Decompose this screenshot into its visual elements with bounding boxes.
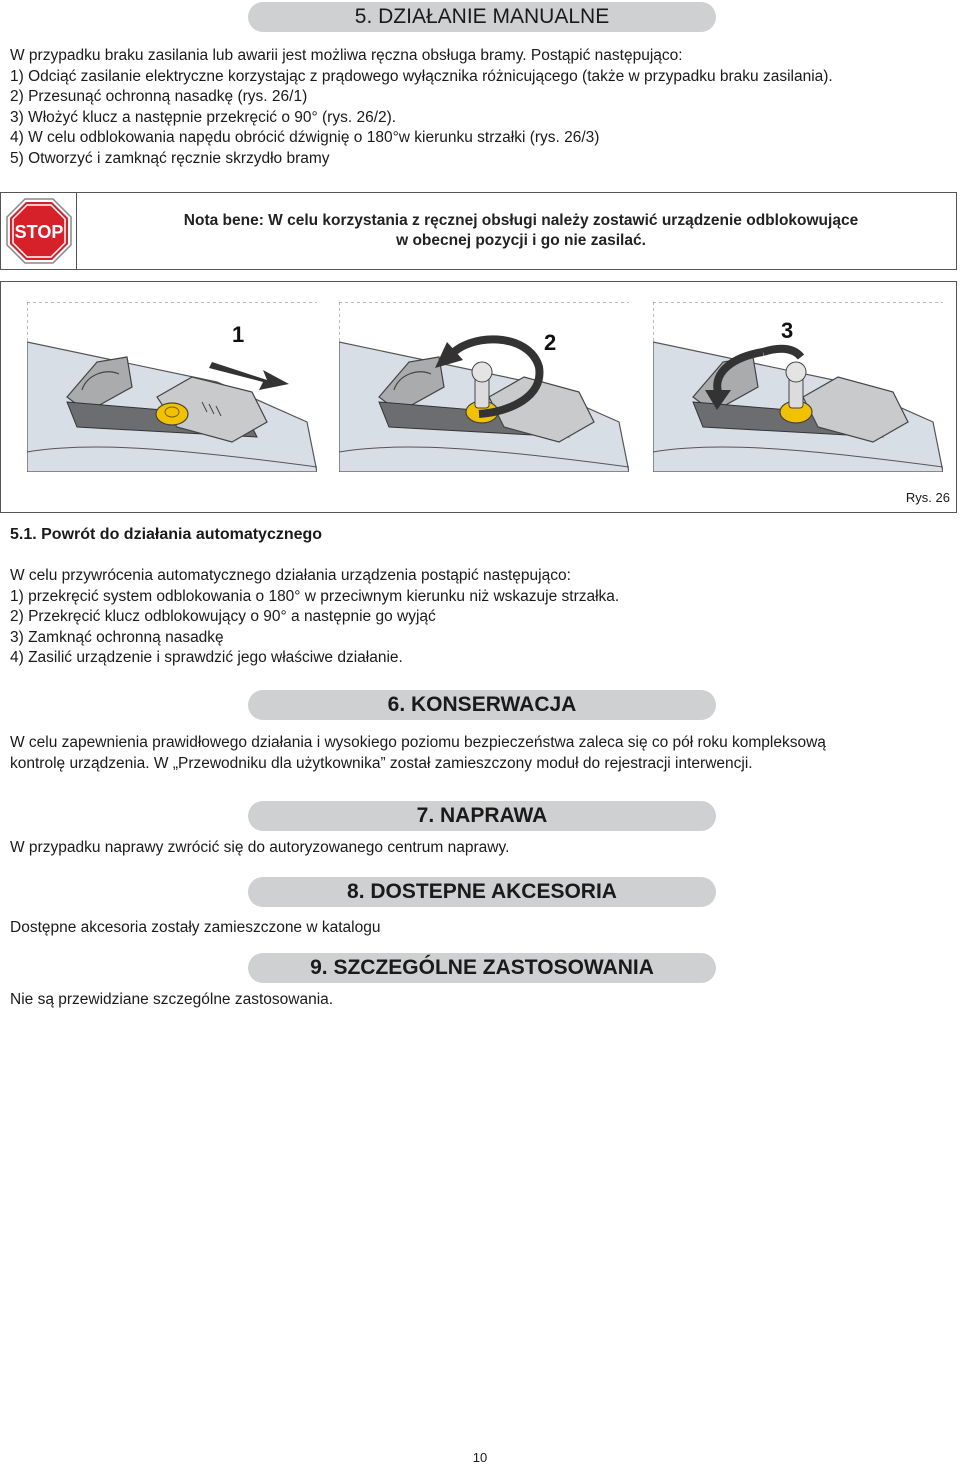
page-number: 10: [472, 1450, 488, 1465]
note-text: [91, 211, 951, 251]
figure-panel-3: [653, 302, 943, 472]
panel-number: 1: [232, 322, 245, 347]
section-7-header: 7. NAPRAWA: [248, 801, 716, 831]
figure-26: [0, 281, 957, 513]
panel-number: 2: [544, 330, 557, 355]
section-5-1-text: [10, 566, 955, 669]
section-9-text: [10, 990, 955, 1011]
text-line: 2) Przekręcić klucz odblokowujący o 90° a następnie go wyjąć: [10, 608, 436, 625]
text-line: 2) Przesunąć ochronną nasadkę (rys. 26/1): [10, 88, 308, 105]
panel-number: 3: [781, 318, 794, 343]
section-7-text: [10, 838, 955, 859]
text-line: 5) Otworzyć i zamknąć ręcznie skrzydło bramy: [10, 149, 330, 167]
section-6-header: 6. KONSERWACJA: [248, 690, 716, 720]
text-line: 3) Zamknąć ochronną nasadkę: [10, 628, 224, 646]
text-line: W celu przywrócenia automatycznego działania urządzenia postąpić następująco:: [10, 567, 571, 584]
text-line: 4) Zasilić urządzenie i sprawdzić jego właściwe działanie.: [10, 649, 403, 666]
figure-panel-1: [27, 302, 317, 472]
text-line: 1) przekręcić system odblokowania o 180° w przeciwnym kierunku niż wskazuje strzałka.: [10, 587, 620, 605]
note-line-1: Nota bene: W celu korzystania z ręcznej obsługi należy zostawić urządzenie odblokowujące: [183, 212, 859, 229]
stop-sign-icon: [1, 193, 77, 269]
warning-note: [0, 192, 957, 270]
section-8-text: [10, 918, 955, 939]
section-9-header: 9. SZCZEGÓLNE ZASTOSOWANIA: [248, 953, 716, 983]
section-5-header: 5. DZIAŁANIE MANUALNE: [248, 2, 716, 32]
text-line: W przypadku braku zasilania lub awarii jest możliwa ręczna obsługa bramy. Postąpić następująco:: [10, 47, 683, 64]
figure-panel-2: [339, 302, 629, 472]
text-line: 3) Włożyć klucz a następnie przekręcić o 90° (rys. 26/2).: [10, 108, 397, 126]
section-5-1-header: 5.1. Powrót do działania automatycznego: [10, 526, 323, 543]
section-6-text: [10, 733, 955, 774]
figure-caption: Rys. 26: [905, 490, 950, 505]
note-line-2: w obecnej pozycji i go nie zasilać.: [396, 232, 646, 249]
text-line: 4) W celu odblokowania napędu obrócić dźwignię o 180°w kierunku strzałki (rys. 26/3): [10, 129, 600, 146]
section-5-text: [10, 46, 955, 169]
text-line: W przypadku naprawy zwrócić się do autoryzowanego centrum naprawy.: [10, 839, 510, 856]
text-line: W celu zapewnienia prawidłowego działania i wysokiego poziomu bezpieczeństwa zaleca się co pół roku kompleksową: [10, 734, 826, 751]
text-line: Nie są przewidziane szczególne zastosowania.: [10, 991, 334, 1008]
text-line: 1) Odciąć zasilanie elektryczne korzystając z prądowego wyłącznika różnicującego (także w przypadku braku zasilania).: [10, 67, 833, 85]
text-line: kontrolę urządzenia. W „Przewodniku dla użytkownika” został zamieszczony moduł do rejestracji interwencji.: [10, 754, 753, 772]
section-8-header: 8. DOSTEPNE AKCESORIA: [248, 877, 716, 907]
stop-sign-label: STOP: [14, 222, 64, 242]
text-line: Dostępne akcesoria zostały zamieszczone w katalogu: [10, 919, 381, 936]
